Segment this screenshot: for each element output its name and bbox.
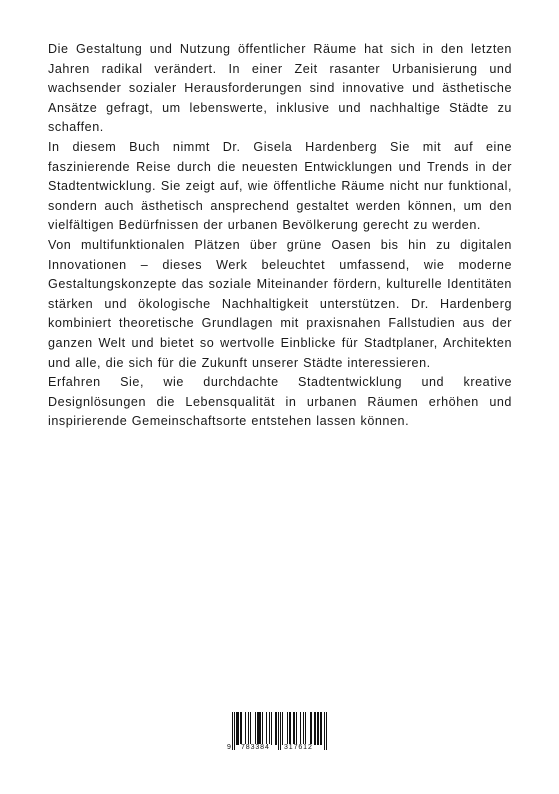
barcode-bar [282, 712, 283, 745]
barcode-bar [305, 712, 306, 745]
barcode-bar [321, 712, 322, 745]
barcode-bar [257, 712, 258, 745]
barcode-bar [294, 712, 295, 745]
paragraph-author: In diesem Buch nimmt Dr. Gisela Hardenberg Sie mit auf eine faszinierende Reise durch die neuesten Entwicklungen und Trends in der Stadtentwicklung. Sie zeigt auf, wie öffentliche Räume nicht nur funktional, sondern auch ästhetisch ansprechend gestaltet werden können, um den vielfältigen Bedürfnissen der urbanen Bevölkerung gerecht zu werden. [48, 139, 512, 233]
barcode-bar [293, 712, 294, 745]
barcode-bar [240, 712, 241, 745]
barcode-number [227, 744, 331, 753]
barcode-left-digits: 783384 [241, 744, 270, 751]
barcode-bar [248, 712, 249, 745]
paragraph-content: Von multifunktionalen Plätzen über grüne Oasen bis hin zu digitalen Innovationen – dieses Werk beleuchtet umfassend, wie moderne Gestaltungskonzepte das soziale Miteinander fördern, kulturelle Identitäten stärken und ökologische Nachhaltigkeit unterstützen. Dr. Hardenberg kombiniert theoretische Grundlagen mit praxisnahen Fallstudien aus der ganzen Welt und bietet so wertvolle Einblicke für Stadtplaner, Architekten und alle, die sich für die Zukunft unserer Städte interessieren. [48, 237, 512, 370]
barcode-bar [311, 712, 312, 745]
back-cover-text [48, 40, 512, 432]
barcode-bar [287, 712, 288, 745]
barcode-bar [271, 712, 272, 745]
barcode-bar [300, 712, 301, 745]
barcode-bar [250, 712, 251, 745]
barcode-bar [296, 712, 297, 745]
barcode-bar [320, 712, 321, 745]
barcode-bar [275, 712, 276, 745]
barcode-bar [255, 712, 256, 745]
barcode-bar [236, 712, 237, 745]
barcode-bar [245, 712, 246, 745]
barcode-bar [310, 712, 311, 745]
barcode-bar [317, 712, 318, 745]
barcode-bar [289, 712, 290, 745]
barcode-bar [237, 712, 238, 745]
barcode-bar [315, 712, 316, 745]
barcode-bar [269, 712, 270, 745]
barcode-bar [276, 712, 277, 745]
barcode-bar [260, 712, 261, 745]
isbn-barcode [227, 712, 331, 752]
barcode-bar [262, 712, 263, 745]
barcode-bar [241, 712, 242, 745]
barcode-bar [259, 712, 260, 745]
barcode-first-digit: 9 [227, 744, 231, 751]
barcode-bar [318, 712, 319, 745]
paragraph-intro: Die Gestaltung und Nutzung öffentlicher Räume hat sich in den letzten Jahren radikal verändert. In einer Zeit rasanter Urbanisierung und wachsender sozialer Herausforderungen sind innovative und ästhetische Ansätze gefragt, um lebenswerte, inklusive und nachhaltige Städte zu schaffen. [48, 42, 512, 135]
barcode-right-digits: 317612 [284, 744, 313, 751]
barcode-bar [258, 712, 259, 745]
barcode-bar [266, 712, 267, 745]
barcode-bar [303, 712, 304, 745]
paragraph-closing: Erfahren Sie, wie durchdachte Stadtentwicklung und kreative Designlösungen die Lebensqualität in urbanen Räumen erhöhen und inspirierende Gemeinschaftsorte entstehen lassen können. [48, 375, 512, 429]
barcode-bar [314, 712, 315, 745]
barcode-bar [290, 712, 291, 745]
barcode-bar [238, 712, 239, 745]
